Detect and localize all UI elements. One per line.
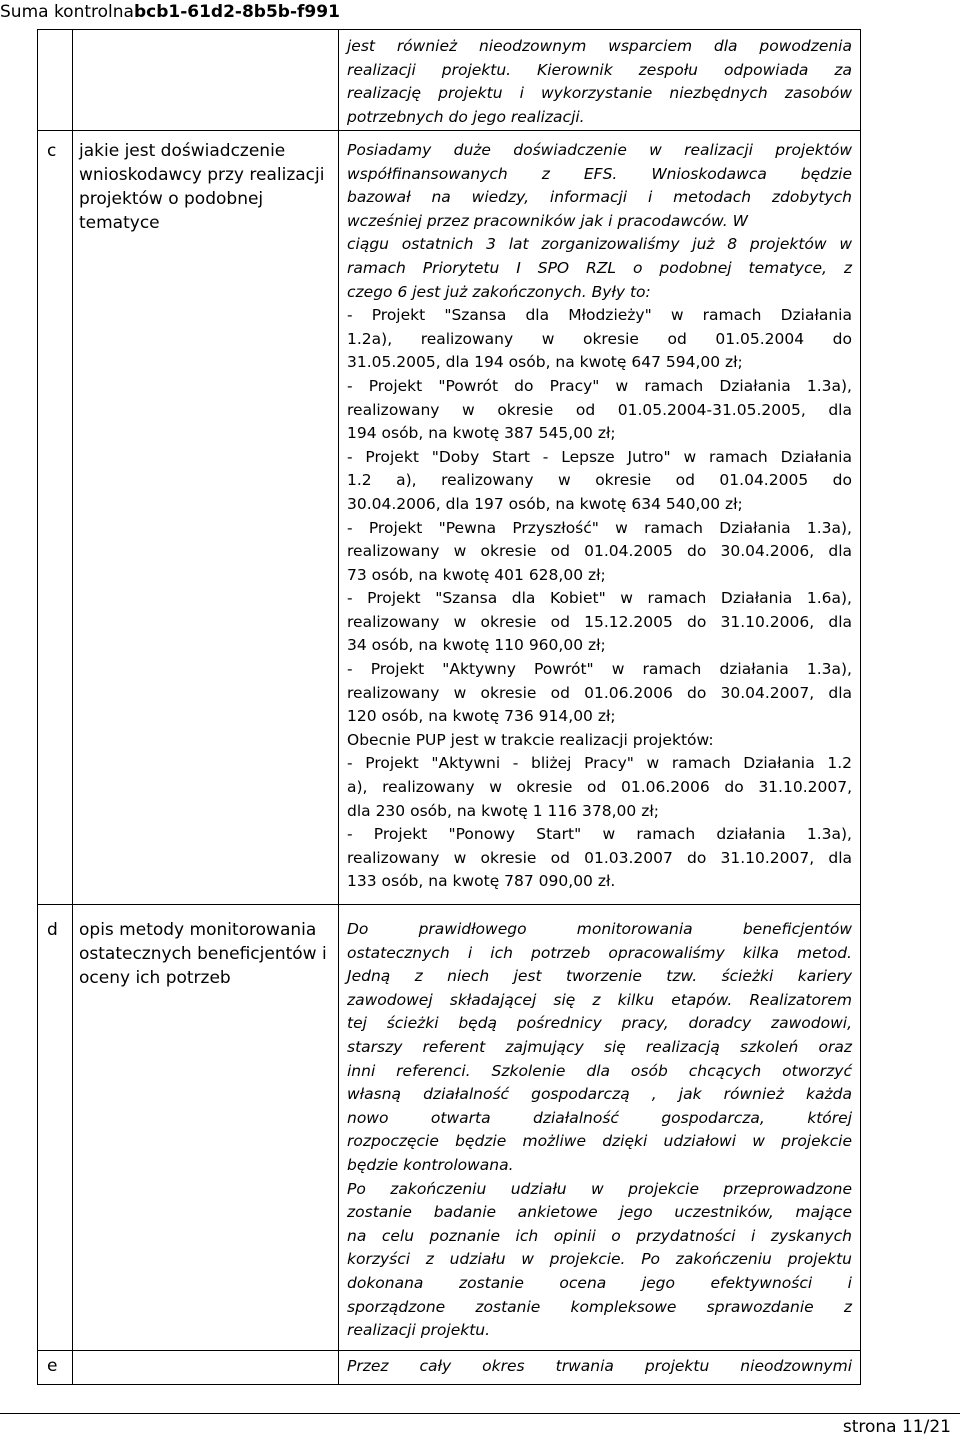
text-line: - Projekt "Doby Start - Lepsze Jutro" w ramach Działania <box>347 447 852 466</box>
row-label-d: opis metody monitorowania ostatecznych beneficjentów i oceny ich potrzeb <box>79 920 327 988</box>
text-line: własną działalność gospodarczą , jak również każda <box>347 1085 852 1104</box>
text-line: - Projekt "Ponowy Start" w ramach działania 1.3a), <box>347 825 852 844</box>
text-line: 120 osób, na kwotę 736 914,00 zł; <box>347 707 616 726</box>
text-line: realizowany w okresie od 01.05.2004-31.05.2005, dla <box>347 400 852 419</box>
text-line: 34 osób, na kwotę 110 960,00 zł; <box>347 636 606 655</box>
text-line: - Projekt "Szansa dla Kobiet" w ramach Działania 1.6a), <box>347 589 852 608</box>
table-divider-letter-col <box>72 30 73 1384</box>
text-line: a), realizowany w okresie od 01.06.2006 do 31.10.2007, <box>347 778 852 797</box>
text-line: realizacji projektu. Kierownik zespołu odpowiada za <box>347 60 852 79</box>
text-line: 194 osób, na kwotę 387 545,00 zł; <box>347 424 616 443</box>
checksum-value: bcb1-61d2-8b5b-f991 <box>133 2 340 22</box>
table-row-divider-c <box>38 130 860 131</box>
checksum-label: Suma kontrolna <box>0 2 134 22</box>
text-line: zawodowej składającej się z kilku etapów. Realizatorem <box>347 990 852 1009</box>
text-line: realizowany w okresie od 01.06.2006 do 30.04.2007, dla <box>347 683 852 702</box>
text-line: realizowany w okresie od 15.12.2005 do 31.10.2006, dla <box>347 612 852 631</box>
text-line: współfinansowanych z EFS. Wnioskodawca będzie <box>347 164 852 183</box>
row-letter-e: e <box>47 1356 58 1376</box>
table-divider-label-col <box>338 30 339 1384</box>
text-line: Jedną z niech jest tworzenie tzw. ścieżki kariery <box>347 967 852 986</box>
text-line: realizowany w okresie od 01.03.2007 do 31.10.2007, dla <box>347 848 852 867</box>
text-line: Obecnie PUP jest w trakcie realizacji projektów: <box>347 730 714 749</box>
row-letter-c: c <box>47 141 57 161</box>
text-line: na celu poznanie ich opinii o przydatności i zyskanych <box>347 1226 852 1245</box>
text-line: tej ścieżki będą pośrednicy pracy, doradcy zawodowi, <box>347 1014 852 1033</box>
text-line: czego 6 jest już zakończonych. Były to: <box>347 282 651 301</box>
text-line: 73 osób, na kwotę 401 628,00 zł; <box>347 565 606 584</box>
text-line: - Projekt "Pewna Przyszłość" w ramach Działania 1.3a), <box>347 518 852 537</box>
text-line: jest również nieodzownym wsparciem dla powodzenia <box>347 37 852 55</box>
text-line: 1.2 a), realizowany w okresie od 01.04.2005 do <box>347 471 852 490</box>
text-line: rozpoczęcie będzie możliwe dzięki udziałowi w projekcie <box>347 1132 852 1151</box>
text-line: 31.05.2005, dla 194 osób, na kwotę 647 594,00 zł; <box>347 353 743 372</box>
text-line: realizację projektu i wykorzystanie niezbędnych zasobów <box>347 84 852 103</box>
row-letter-d: d <box>47 920 58 940</box>
table-row-divider-d <box>38 904 860 905</box>
text-line: korzyści z udziału w projekcie. Po zakończeniu projektu <box>347 1250 852 1269</box>
text-line: Do prawidłowego monitorowania beneficjentów <box>347 920 852 938</box>
text-line: dokonana zostanie ocena jego efektywności i <box>347 1273 852 1292</box>
table-row-divider-e <box>38 1350 860 1351</box>
page-number: strona 11/21 <box>842 1417 951 1437</box>
text-line: 133 osób, na kwotę 787 090,00 zł. <box>347 872 616 891</box>
row-b-continuation-text <box>347 35 852 129</box>
text-line: inni referenci. Szkolenie dla osób chcących otworzyć <box>347 1061 852 1080</box>
row-e-content <box>347 1355 852 1379</box>
text-line: dla 230 osób, na kwotę 1 116 378,00 zł; <box>347 801 659 820</box>
text-line: potrzebnych do jego realizacji. <box>347 107 585 126</box>
text-line: Przez cały okres trwania projektu nieodzownymi <box>347 1357 852 1375</box>
text-line: ramach Priorytetu I SPO RZL o podobnej tematyce, z <box>347 258 852 277</box>
text-line: starszy referent zajmujący się realizacją szkoleń oraz <box>347 1037 852 1056</box>
text-line: 30.04.2006, dla 197 osób, na kwotę 634 540,00 zł; <box>347 494 743 513</box>
text-line: 1.2a), realizowany w okresie od 01.05.2004 do <box>347 329 852 348</box>
text-line: wcześniej przez pracowników jak i pracodawców. W <box>347 211 748 230</box>
text-line: - Projekt "Aktywni - bliżej Pracy" w ramach Działania 1.2 <box>347 754 852 773</box>
text-line: bazował na wiedzy, informacji i metodach zdobytych <box>347 188 852 207</box>
text-line: zostanie badanie ankietowe jego uczestników, mające <box>347 1203 852 1222</box>
row-c-content <box>347 139 852 894</box>
text-line: będzie kontrolowana. <box>347 1155 514 1174</box>
text-line: Po zakończeniu udziału w projekcie przeprowadzone <box>347 1179 852 1198</box>
text-line: - Projekt "Aktywny Powrót" w ramach działania 1.3a), <box>347 660 852 679</box>
row-d-content <box>347 918 852 1343</box>
text-line: nowo otwarta działalność gospodarcza, której <box>347 1108 852 1127</box>
text-line: realizacji projektu. <box>347 1321 491 1340</box>
page-header <box>0 0 960 24</box>
text-line: ciągu ostatnich 3 lat zorganizowaliśmy już 8 projektów w <box>347 235 852 254</box>
footer-divider <box>0 1413 960 1414</box>
text-line: - Projekt "Szansa dla Młodzieży" w ramach Działania <box>347 306 852 325</box>
text-line: realizowany w okresie od 01.04.2005 do 30.04.2006, dla <box>347 542 852 561</box>
text-line: sporządzone zostanie kompleksowe sprawozdanie z <box>347 1297 852 1316</box>
text-line: ostatecznych i ich potrzeb opracowaliśmy kilka metod. <box>347 943 852 962</box>
text-line: - Projekt "Powrót do Pracy" w ramach Działania 1.3a), <box>347 376 852 395</box>
text-line: Posiadamy duże doświadczenie w realizacji projektów <box>347 141 852 159</box>
row-label-c: jakie jest doświadczenie wnioskodawcy przy realizacji projektów o podobnej tematyce <box>79 141 325 233</box>
